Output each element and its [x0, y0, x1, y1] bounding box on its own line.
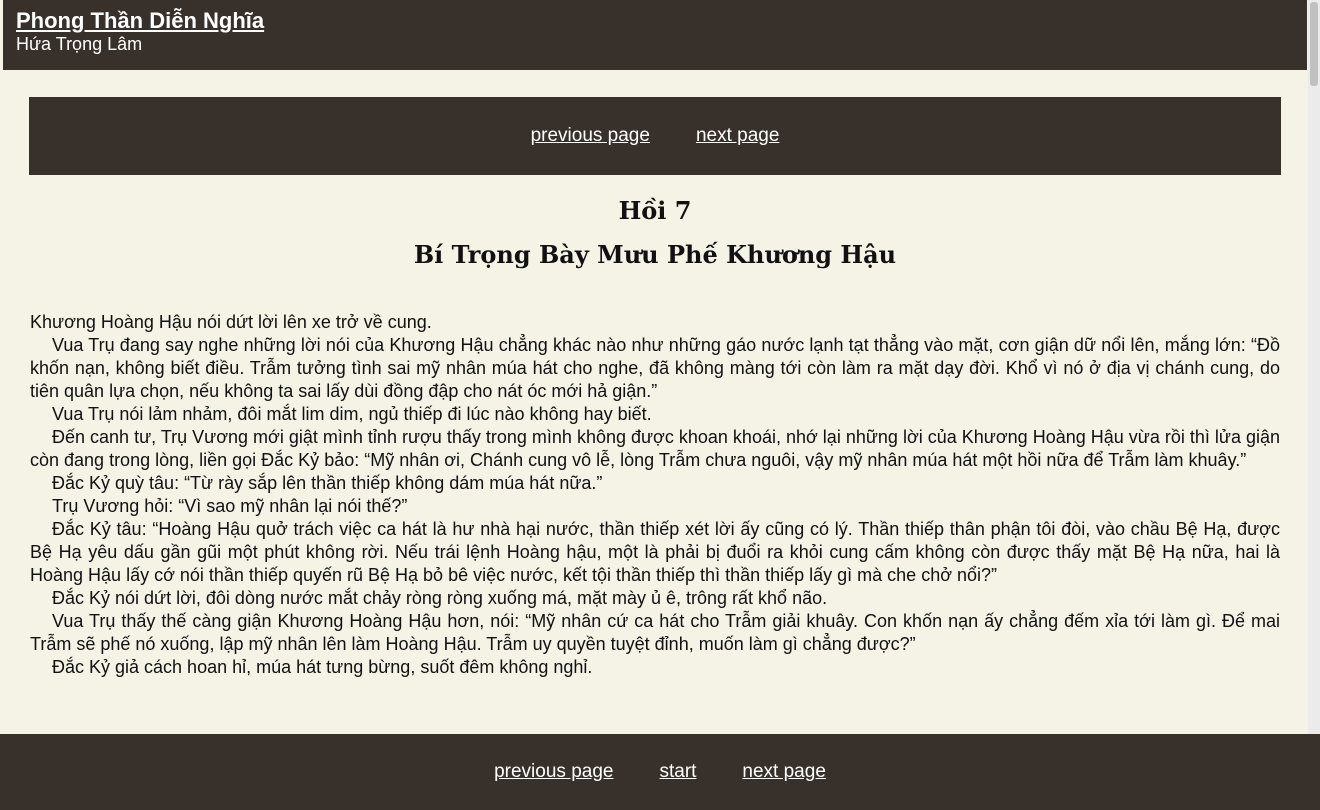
book-title-link[interactable]: Phong Thần Diễn Nghĩa: [16, 8, 265, 33]
paragraph: Đến canh tư, Trụ Vương mới giật mình tỉnh rượu thấy trong mình không được khoan khoái, nhớ lại những lời của Khương Hoàng Hậu vừa rồi thì lửa giận còn đang trong lòng, liền gọi Đắc Kỷ bảo: “Mỹ nhân ơi, Chánh cung vô lễ, lòng Trẫm chưa nguôi, vậy mỹ nhân múa hát một hồi nữa để Trẫm làm khuây.”: [30, 427, 1280, 470]
site-header: [3, 0, 1307, 70]
top-next-page-link[interactable]: next page: [695, 125, 780, 146]
paragraph: Vua Trụ thấy thế càng giận Khương Hoàng Hậu hơn, nói: “Mỹ nhân cứ ca hát cho Trẫm giải khuây. Con khốn nạn ấy chẳng đếm xỉa tới làm gì. Để mai Trẫm sẽ phế nó xuống, lập mỹ nhân lên làm Hoàng Hậu. Trẫm uy quyền tuyệt đỉnh, muốn làm gì chẳng được?”: [30, 611, 1280, 654]
paragraph: Đắc Kỷ nói dứt lời, đôi dòng nước mắt chảy ròng ròng xuống má, mặt mày ủ ê, trông rất khổ não.: [52, 588, 828, 608]
chapter-content: [30, 311, 1280, 679]
bottom-next-page-link[interactable]: next page: [742, 761, 826, 782]
bottom-previous-page-link[interactable]: previous page: [494, 761, 614, 782]
chapter-number: Hồi 7: [618, 196, 692, 225]
chapter-heading: [29, 195, 1281, 271]
chapter-title: Bí Trọng Bày Mưu Phế Khương Hậu: [413, 240, 897, 269]
bottom-navigation: [0, 734, 1320, 810]
top-navigation: [29, 97, 1281, 175]
paragraph: Vua Trụ nói lảm nhảm, đôi mắt lim dim, ngủ thiếp đi lúc nào không hay biết.: [52, 404, 652, 424]
vertical-scrollbar[interactable]: [1308, 0, 1320, 734]
paragraph: Đắc Kỷ giả cách hoan hỉ, múa hát tưng bừng, suốt đêm không nghỉ.: [52, 657, 593, 677]
bottom-start-link[interactable]: start: [659, 761, 697, 782]
paragraph: Đắc Kỷ quỳ tâu: “Từ rày sắp lên thần thiếp không dám múa hát nữa.”: [52, 473, 603, 493]
book-author: Hứa Trọng Lâm: [16, 34, 143, 54]
paragraph: Đắc Kỷ tâu: “Hoàng Hậu quở trách việc ca hát là hư nhà hại nước, thần thiếp xét lời ấy cũng có lý. Thần thiếp thân phận tôi đòi, vào chầu Bệ Hạ, được Bệ Hạ yêu dấu gần gũi một phút không rời. Nếu trái lệnh Hoàng hậu, một là phải bị đuổi ra khỏi cung cấm không còn được thấy mặt Bệ Hạ nữa, hai là Hoàng Hậu lấy cớ nói thần thiếp quyến rũ Bệ Hạ bỏ bê việc nước, kết tội thần thiếp thì thần thiếp lấy gì mà che chở nổi?”: [30, 519, 1280, 585]
scrollbar-thumb[interactable]: [1310, 2, 1318, 86]
paragraph: Vua Trụ đang say nghe những lời nói của Khương Hậu chẳng khác nào như những gáo nước lạnh tạt thẳng vào mặt, cơn giận dữ nổi lên, mắng lớn: “Đồ khốn nạn, không biết điều. Trẫm tưởng tình sai mỹ nhân múa hát cho nghe, đã không màng tới còn làm ra mặt dạy đời. Khổ vì nó ở địa vị chánh cung, do tiên quân lựa chọn, nếu không ta sai lấy dùi đồng đập cho nát óc mới hả giận.”: [30, 335, 1280, 401]
paragraph: Khương Hoàng Hậu nói dứt lời lên xe trở về cung.: [30, 312, 432, 332]
paragraph: Trụ Vương hỏi: “Vì sao mỹ nhân lại nói thế?”: [52, 496, 408, 516]
top-previous-page-link[interactable]: previous page: [530, 125, 650, 146]
